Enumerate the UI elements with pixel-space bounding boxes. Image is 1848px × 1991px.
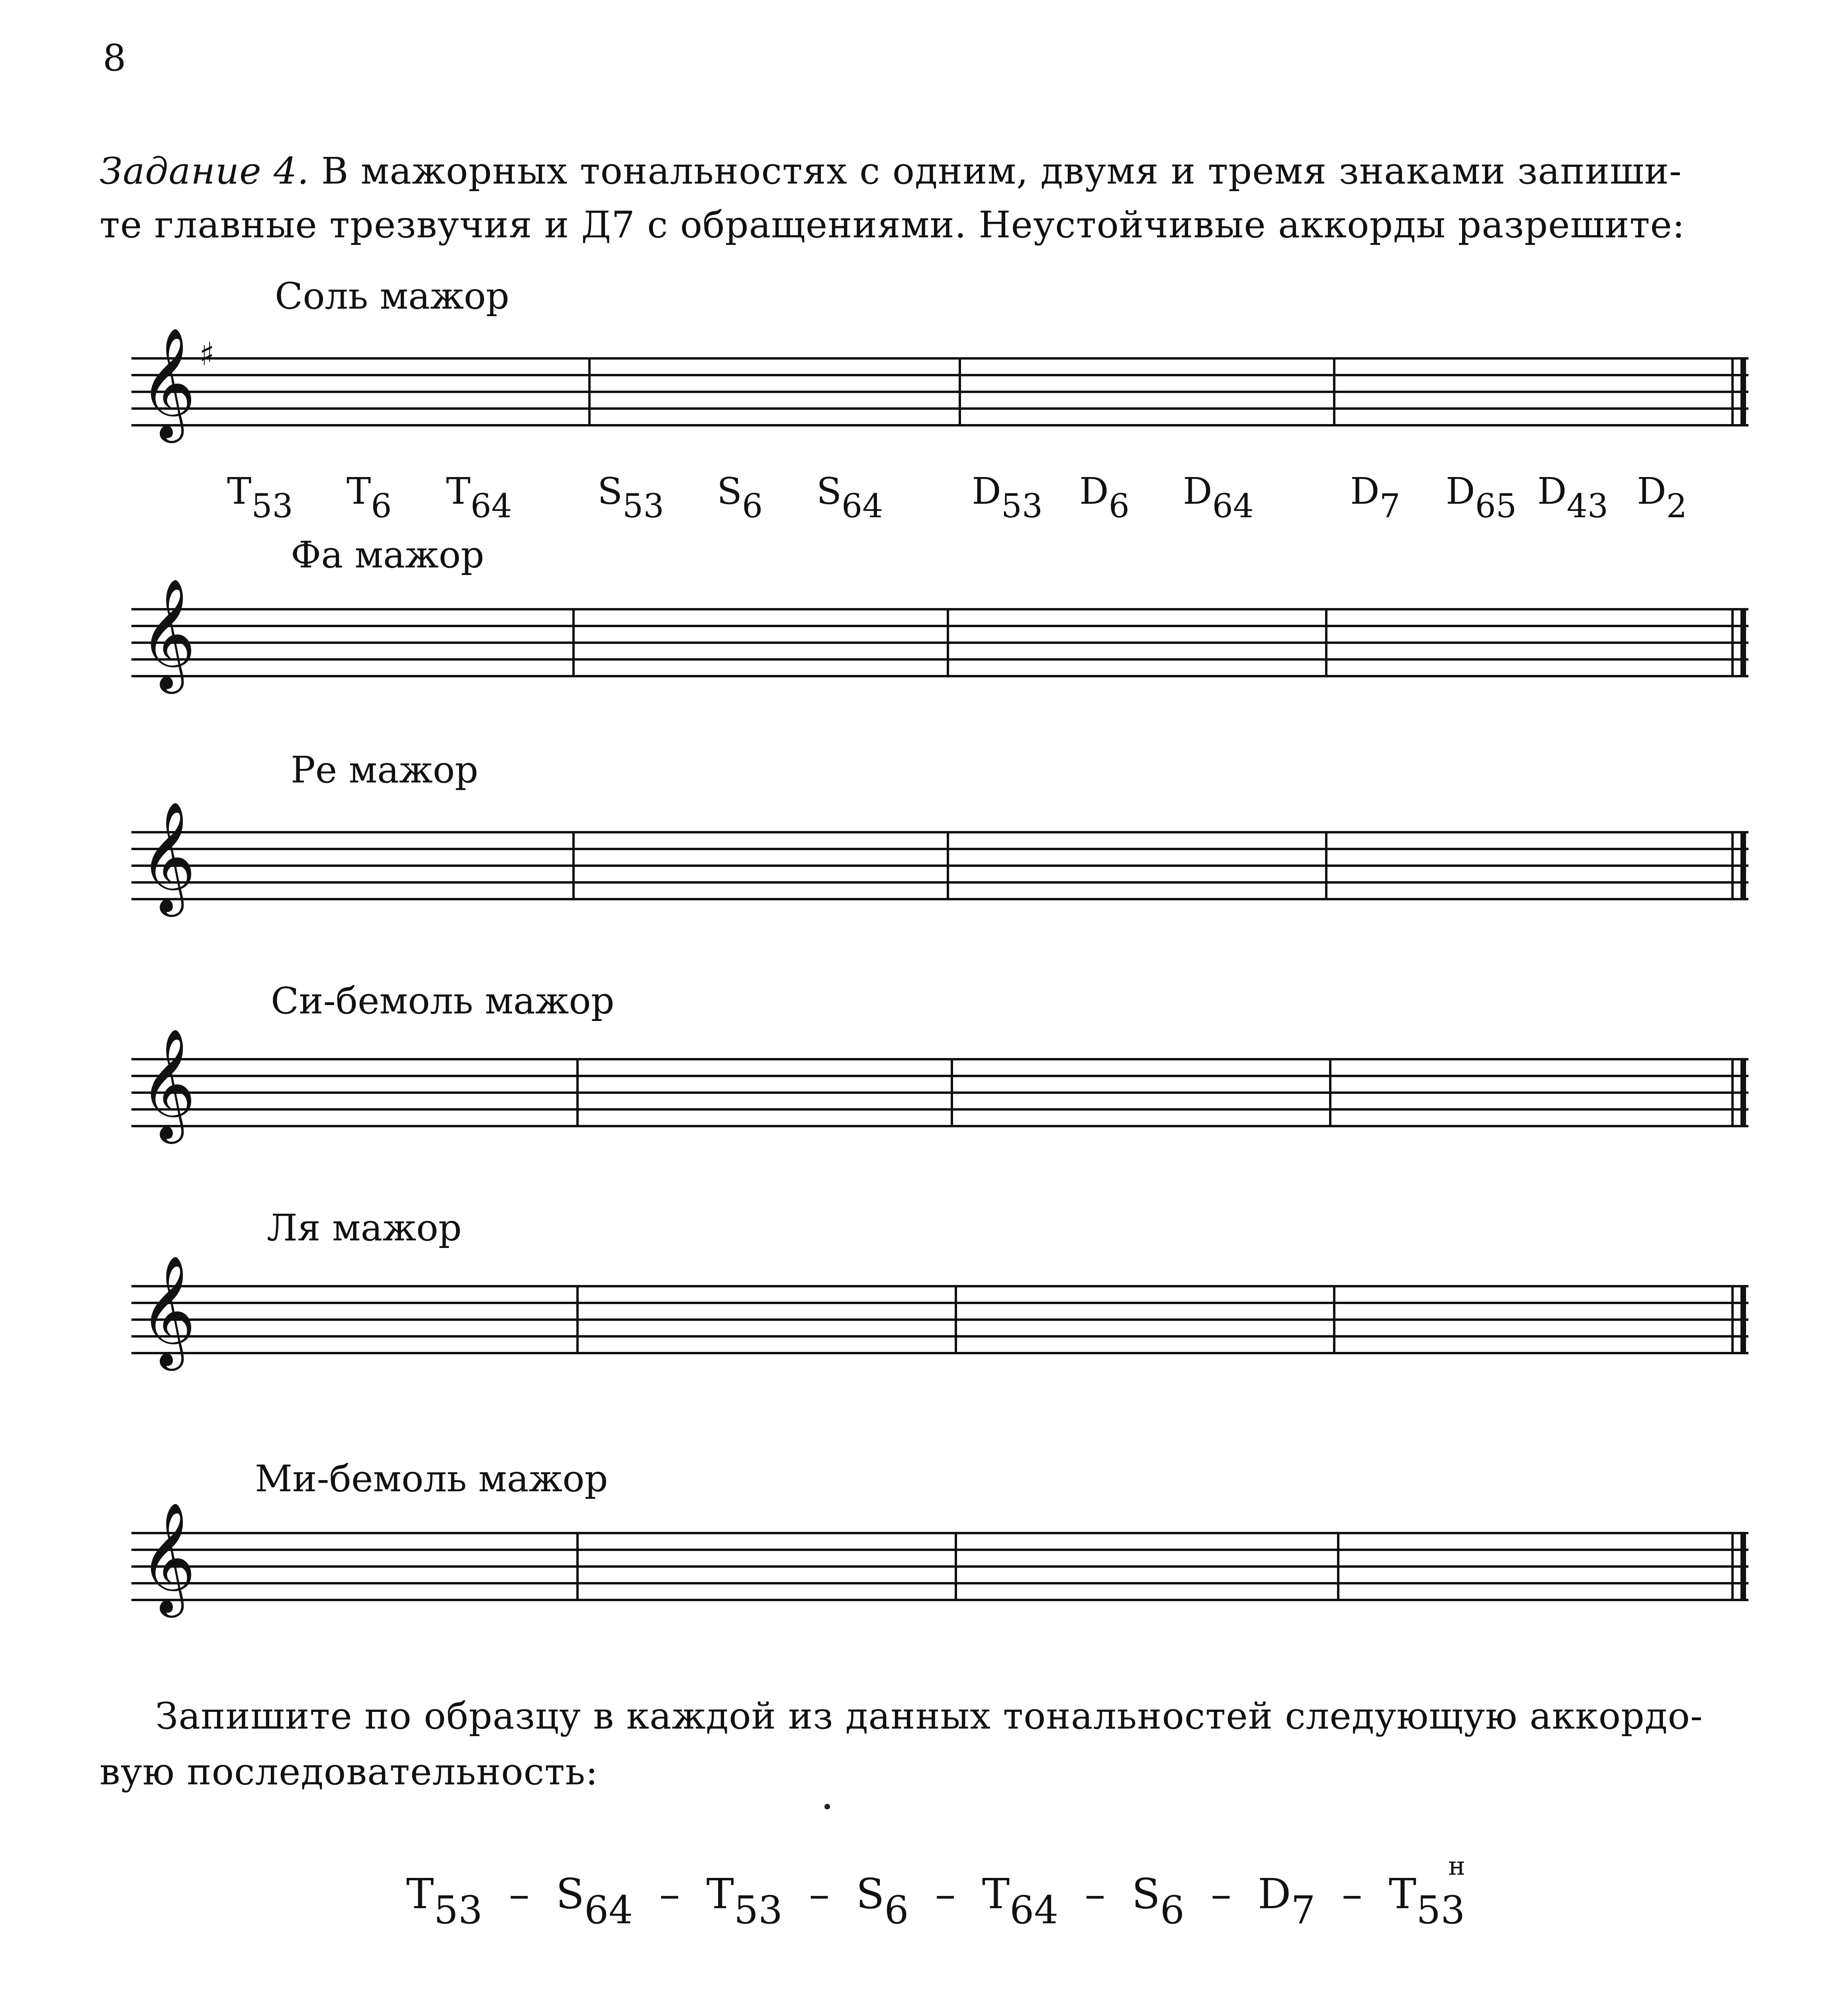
sequence-chord: $T_{53}$	[406, 1870, 483, 1932]
sequence-chord: $D_7$	[1258, 1870, 1316, 1932]
sequence-dash: –	[1341, 1870, 1363, 1918]
sequence-dash: –	[659, 1870, 680, 1918]
sequence-chord: $S_{64}$	[556, 1870, 633, 1932]
treble-clef-icon: 𝄞	[139, 327, 196, 438]
task-line-1	[100, 141, 1744, 201]
sequence-chord: $S_6$	[1132, 1870, 1184, 1932]
staff-b-flat-major[interactable]	[131, 1027, 1748, 1139]
chord-sequence	[406, 1852, 1465, 1932]
treble-clef-icon: 𝄞	[139, 1254, 196, 1366]
chord-label: $D_7$	[1350, 470, 1400, 525]
sequence-chord: $T_{53}^н$	[1388, 1852, 1466, 1932]
chord-label: $T_{53}$	[227, 470, 293, 525]
staff-title-e-flat-major: Ми-бемоль мажор	[255, 1457, 608, 1500]
staff-title-b-flat-major: Си-бемоль мажор	[271, 980, 615, 1022]
staff-title-a-major: Ля мажор	[267, 1207, 462, 1249]
task-label: Задание 4.	[100, 150, 309, 192]
staff-f-major[interactable]	[131, 577, 1748, 689]
staff-lines	[131, 601, 1748, 685]
staff-title-f-major: Фа мажор	[291, 534, 484, 576]
chord-label: $D_6$	[1079, 470, 1130, 525]
treble-clef-icon: 𝄞	[139, 1501, 196, 1613]
sequence-chord: $T_{53}$	[706, 1870, 783, 1932]
chord-label: $S_6$	[717, 470, 763, 525]
sequence-chord: $S_6$	[856, 1870, 909, 1932]
stray-dot	[824, 1804, 830, 1809]
chord-label: $D_{43}$	[1537, 470, 1609, 525]
staff-a-major[interactable]	[131, 1254, 1748, 1366]
read-rule-heading	[155, 1989, 1800, 1991]
sequence-dash: –	[935, 1870, 956, 1918]
staff-g-major[interactable]	[131, 327, 1748, 438]
sharp-icon: ♯	[199, 336, 215, 373]
staff-title-d-major: Ре мажор	[291, 749, 478, 791]
sequence-chord: $T_{64}$	[982, 1870, 1059, 1932]
treble-clef-icon: 𝄞	[139, 1027, 196, 1139]
chord-label: $D_{65}$	[1446, 470, 1517, 525]
chord-labels-row	[131, 470, 1748, 542]
sequence-dash: –	[509, 1870, 530, 1918]
task-text-1: В мажорных тональностях с одним, двумя и тремя знаками запиши-	[309, 150, 1682, 192]
staff-lines	[131, 1051, 1748, 1135]
chord-label: $T_6$	[346, 470, 392, 525]
treble-clef-icon: 𝄞	[139, 800, 196, 912]
chord-label: $S_{53}$	[597, 470, 664, 525]
staff-title-g-major: Соль мажор	[275, 275, 509, 317]
chord-label: $T_{64}$	[446, 470, 512, 525]
instruction-line-2: вую последовательность:	[100, 1750, 599, 1793]
chord-label: $S_{64}$	[816, 470, 883, 525]
chord-label: $D_2$	[1637, 470, 1687, 525]
chord-label: $D_{53}$	[972, 470, 1043, 525]
staff-e-flat-major[interactable]	[131, 1501, 1748, 1613]
treble-clef-icon: 𝄞	[139, 577, 196, 689]
task-line-2: те главные трезвучия и Д7 с обращениями. Неустойчивые аккорды разрешите:	[100, 203, 1685, 246]
sequence-dash: –	[809, 1870, 830, 1918]
staff-lines	[131, 350, 1748, 434]
staff-lines	[131, 1278, 1748, 1362]
staff-lines	[131, 824, 1748, 908]
sequence-dash: –	[1085, 1870, 1106, 1918]
staff-lines	[131, 1525, 1748, 1609]
chord-label: $D_{64}$	[1183, 470, 1254, 525]
page-number: 8	[103, 37, 126, 79]
staff-d-major[interactable]	[131, 800, 1748, 912]
sequence-dash: –	[1211, 1870, 1232, 1918]
instruction-line-1: Запишите по образцу в каждой из данных тональностей следующую аккордо-	[155, 1695, 1703, 1737]
